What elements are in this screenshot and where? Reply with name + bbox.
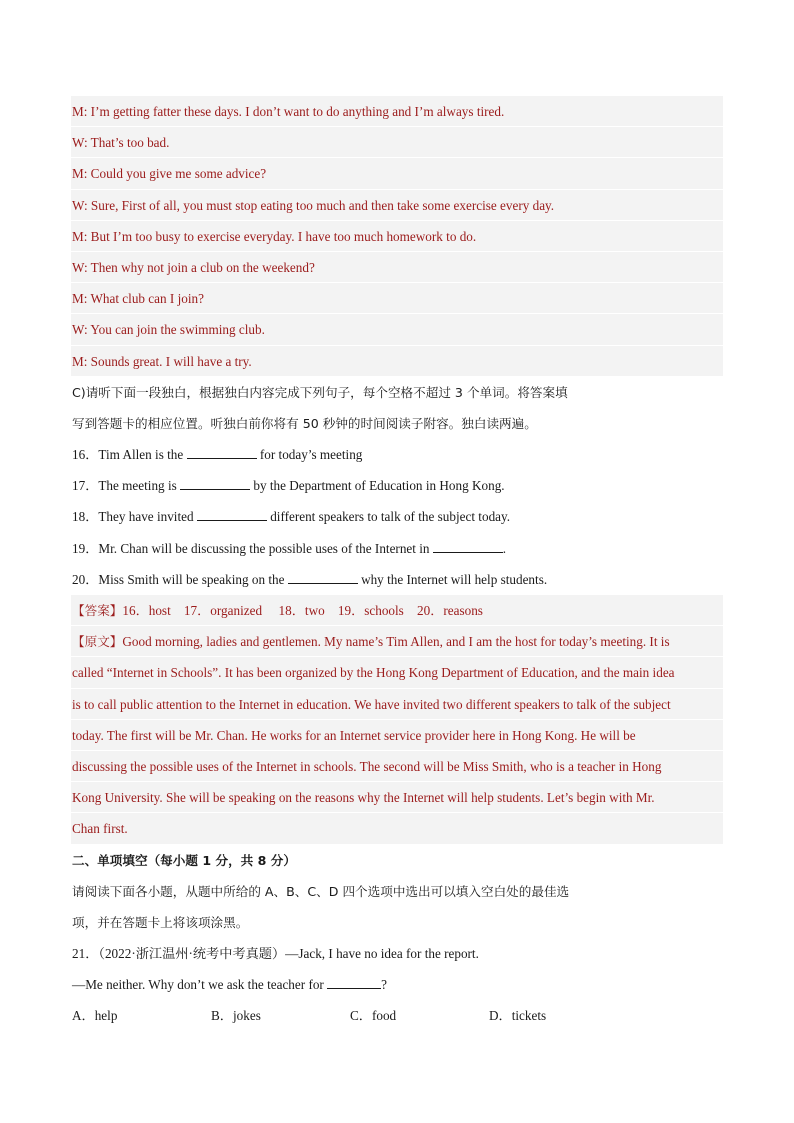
dialogue-line: W: Then why not join a club on the weekend? bbox=[71, 252, 723, 283]
dialogue-line: M: Could you give me some advice? bbox=[71, 158, 723, 189]
question-text: 17．The meeting is bbox=[72, 478, 177, 494]
dialogue-line: W: That’s too bad. bbox=[71, 127, 723, 158]
dialogue-line: M: But I’m too busy to exercise everyday. I have too much homework to do. bbox=[71, 221, 723, 252]
option-d[interactable]: D．tickets bbox=[489, 1008, 547, 1024]
page-content bbox=[71, 96, 723, 1032]
answer-block bbox=[71, 595, 723, 845]
dialogue-line: W: Sure, First of all, you must stop eating too much and then take some exercise every day. bbox=[71, 190, 723, 221]
original-line: discussing the possible uses of the Internet in schools. The second will be Miss Smith, who is a teacher in Hong bbox=[71, 751, 723, 782]
question-text: 16．Tim Allen is the bbox=[72, 447, 184, 463]
question-18 bbox=[71, 501, 723, 532]
question-20 bbox=[71, 564, 723, 595]
question-21-stem: 21．（2022·浙江温州·统考中考真题）—Jack, I have no idea for the report. bbox=[71, 938, 723, 969]
dialogue-transcript bbox=[71, 96, 723, 377]
question-17 bbox=[71, 470, 723, 501]
dialogue-line: M: I’m getting fatter these days. I don’t want to do anything and I’m always tired. bbox=[71, 96, 723, 127]
question-text: why the Internet will help students. bbox=[361, 571, 548, 587]
original-line: is to call public attention to the Internet in education. We have invited two different speakers to talk of the subject bbox=[71, 689, 723, 720]
question-text: different speakers to talk of the subject today. bbox=[270, 509, 511, 525]
original-label: 【原文】 bbox=[72, 634, 123, 650]
answer-blank bbox=[197, 508, 267, 521]
question-text: . bbox=[502, 540, 507, 556]
dialogue-line: W: You can join the swimming club. bbox=[71, 314, 723, 345]
question-16 bbox=[71, 439, 723, 470]
question-text: 18．They have invited bbox=[72, 509, 194, 525]
question-21-reply bbox=[71, 969, 723, 1000]
section-2-instruction: 项，并在答题卡上将该项涂黑。 bbox=[71, 907, 723, 938]
question-text: ? bbox=[381, 977, 387, 993]
answer-label: 【答案】 bbox=[72, 603, 123, 618]
original-line bbox=[71, 626, 723, 657]
question-21-options bbox=[71, 1000, 723, 1031]
question-text: by the Department of Education in Hong Kong. bbox=[253, 478, 505, 494]
option-c[interactable]: C．food bbox=[350, 1008, 397, 1024]
question-19 bbox=[71, 533, 723, 564]
answer-text: 16．host 17．organized 18．two 19．schools 20．reasons bbox=[122, 603, 483, 618]
question-text: 20．Miss Smith will be speaking on the bbox=[72, 571, 285, 587]
section-c-instruction: C)请听下面一段独白，根据独白内容完成下列句子，每个空格不超过 3 个单词。将答案填 bbox=[71, 377, 723, 408]
dialogue-line: M: What club can I join? bbox=[71, 283, 723, 314]
original-line: today. The first will be Mr. Chan. He works for an Internet service provider here in Hong Kong. He will be bbox=[71, 720, 723, 751]
answer-line bbox=[71, 595, 723, 626]
section-c-instruction: 写到答题卡的相应位置。听独白前你将有 50 秒钟的时间阅读子附容。独白读两遍。 bbox=[71, 408, 723, 439]
original-line: called “Internet in Schools”. It has been organized by the Hong Kong Department of Education, and the main idea bbox=[71, 657, 723, 688]
answer-blank bbox=[187, 446, 257, 459]
option-a[interactable]: A．help bbox=[72, 1008, 118, 1024]
answer-blank bbox=[288, 571, 358, 584]
question-text: for today’s meeting bbox=[259, 447, 363, 463]
answer-blank bbox=[433, 540, 503, 553]
answer-blank bbox=[180, 477, 250, 490]
section-2-heading: 二、单项填空（每小题 1 分，共 8 分） bbox=[71, 845, 723, 876]
question-text: 19．Mr. Chan will be discussing the possible uses of the Internet in bbox=[72, 540, 430, 556]
option-b[interactable]: B．jokes bbox=[211, 1008, 261, 1024]
original-text: Good morning, ladies and gentlemen. My name’s Tim Allen, and I am the host for today’s meeting. It is bbox=[122, 634, 670, 650]
question-text: —Me neither. Why don’t we ask the teacher for bbox=[72, 977, 324, 993]
answer-blank bbox=[327, 976, 381, 989]
section-2-instruction: 请阅读下面各小题，从题中所给的 A、B、C、D 四个选项中选出可以填入空白处的最佳选 bbox=[71, 876, 723, 907]
dialogue-line: M: Sounds great. I will have a try. bbox=[71, 346, 723, 377]
original-line: Kong University. She will be speaking on the reasons why the Internet will help students. Let’s begin with Mr. bbox=[71, 782, 723, 813]
original-line: Chan first. bbox=[71, 813, 723, 844]
